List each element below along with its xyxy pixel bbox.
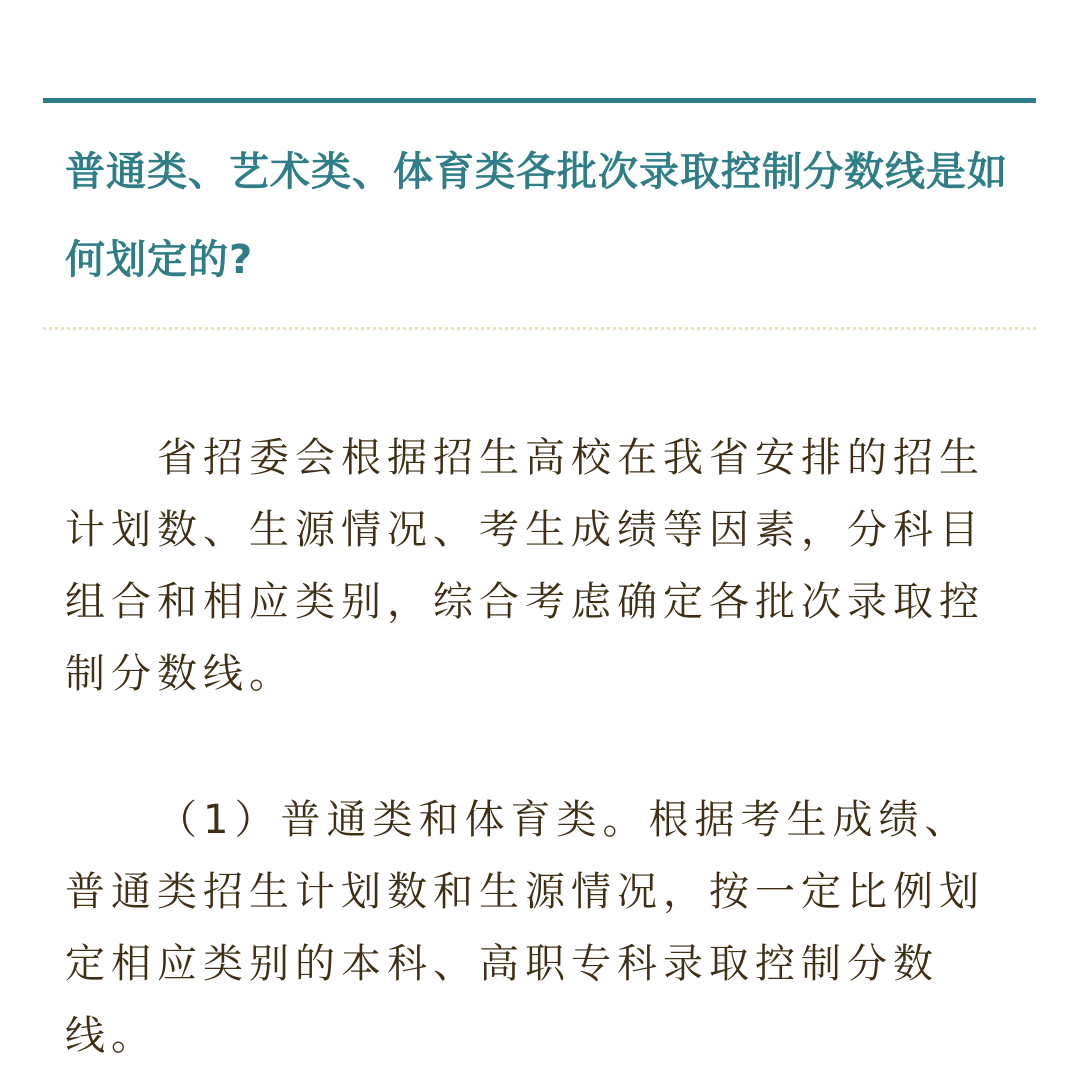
- body-paragraph-2: （1）普通类和体育类。根据考生成绩、普通类招生计划数和生源情况，按一定比例划定相应类别的本科、高职专科录取控制分数线。: [65, 797, 985, 1059]
- body-paragraph-1: 省招委会根据招生高校在我省安排的招生计划数、生源情况、考生成绩等因素，分科目组合和相应类别，综合考虑确定各批次录取控制分数线。: [65, 435, 985, 697]
- dotted-divider: [43, 327, 1036, 330]
- section-heading: 普通类、艺术类、体育类各批次录取控制分数线是如何划定的?: [65, 149, 1008, 283]
- top-divider: [43, 98, 1036, 103]
